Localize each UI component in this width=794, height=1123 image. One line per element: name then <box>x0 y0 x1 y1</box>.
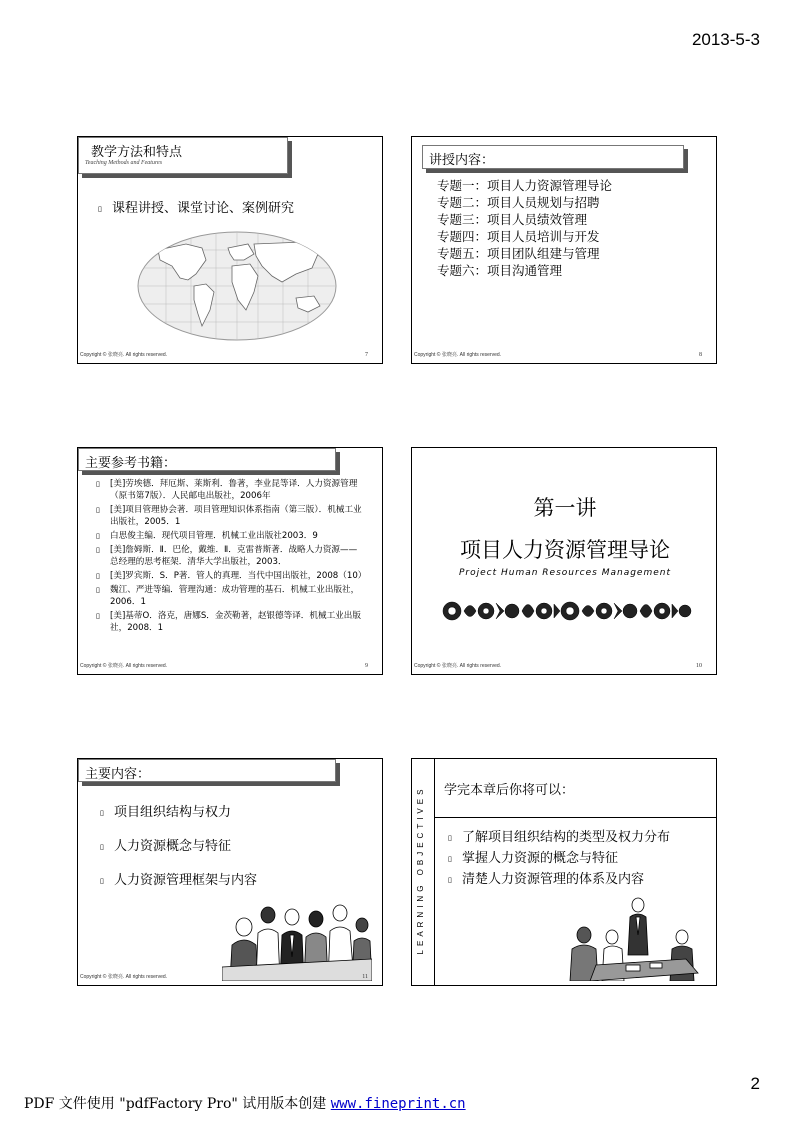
copyright: Copyright © 张晓亮. All rights reserved. <box>80 974 168 980</box>
slide-number: 8 <box>699 352 702 358</box>
header-divider <box>434 817 717 818</box>
list-item: 专题一：项目人力资源管理导论 <box>437 178 613 193</box>
bullet-item: ▯ 项目组织结构与权力 <box>100 805 232 820</box>
slide-12 <box>411 758 717 986</box>
list-item: ▯ [美]项目管理协会著．项目管理知识体系指南（第三版）．机械工业出版社，2005．1 <box>96 505 362 527</box>
bullet-item: ▯ 掌握人力资源的概念与特征 <box>448 851 619 866</box>
footer-link[interactable]: www.fineprint.cn <box>330 1096 466 1112</box>
bullet-icon: ▯ <box>96 612 100 620</box>
bullet-icon: ▯ <box>96 532 100 540</box>
lecture-english-title: Project Human Resources Management <box>458 568 672 578</box>
bullet-icon: ▯ <box>448 833 452 842</box>
list-item: ▯ [美]詹姆斯．Ⅱ．巴伦，戴维．Ⅱ．克雷普斯著．战略人力资源——总经理的思考框架．清华大学出版社，2003． <box>96 545 358 567</box>
slide-title: 教学方法和特点 <box>91 145 183 160</box>
bullet-icon: ▯ <box>100 808 104 817</box>
list-item: 专题四：项目人员培训与开发 <box>437 229 600 244</box>
slide-9 <box>77 447 383 675</box>
bullet-item: ▯ 了解项目组织结构的类型及权力分布 <box>448 830 671 845</box>
lecture-title: 第一讲 <box>533 496 597 520</box>
slide-title-box <box>78 137 288 174</box>
bullet-icon: ▯ <box>98 204 102 213</box>
bullet-icon: ▯ <box>100 842 104 851</box>
list-item: ▯ 魏江、严进等编．管理沟通：成功管理的基石．机械工业出版社，2006．1 <box>96 585 360 607</box>
slide-title: 主要内容： <box>85 767 151 782</box>
bullet-icon: ▯ <box>448 854 452 863</box>
bullet-icon: ▯ <box>100 876 104 885</box>
list-item: 专题三：项目人员绩效管理 <box>437 212 588 227</box>
slide-title: 学完本章后你将可以： <box>444 783 575 798</box>
slide-number: 11 <box>362 974 368 980</box>
bullet-icon: ▯ <box>96 480 100 488</box>
bullet-item: ▯ 人力资源管理框架与内容 <box>100 873 258 888</box>
list-item: 专题二：项目人员规划与招聘 <box>437 195 600 210</box>
slide-number: 7 <box>365 352 368 358</box>
slide-subtitle: Teaching Methods and Features <box>85 160 163 166</box>
slide-number: 9 <box>365 663 368 669</box>
bullet-icon: ▯ <box>96 506 100 514</box>
slide-number: 10 <box>696 663 702 669</box>
date-header: 2013-5-3 <box>691 30 760 49</box>
slide-title-box <box>78 759 336 782</box>
copyright: Copyright © 张晓亮. All rights reserved. <box>80 352 168 358</box>
bullet-icon: ▯ <box>448 875 452 884</box>
bullet-item: ▯ 人力资源概念与特征 <box>100 839 232 854</box>
business-team-illustration <box>222 897 372 981</box>
copyright: Copyright © 张晓亮. All rights reserved. <box>80 663 168 669</box>
reference-list <box>96 478 367 636</box>
list-item: ▯ [美]基蒂O．洛克，唐娜S．金茨勒著，赵银德等译．机械工业出版社，2008．1 <box>96 611 361 633</box>
bullet-icon: ▯ <box>96 546 100 554</box>
slide-11 <box>77 758 383 986</box>
meeting-illustration <box>566 895 702 981</box>
world-map-icon <box>136 230 338 342</box>
decorative-ornament-band <box>442 598 692 624</box>
learning-objectives-label: LEARNING OBJECTIVES <box>416 785 425 955</box>
slide-title-box <box>78 448 336 471</box>
list-item: 专题六：项目沟通管理 <box>437 263 563 278</box>
list-item: 专题五：项目团队组建与管理 <box>437 246 600 261</box>
slide-title: 主要参考书籍： <box>85 456 177 471</box>
list-item: ▯ 白思俊主编．现代项目管理．机械工业出版社2003．9 <box>96 531 318 541</box>
footer-text: PDF 文件使用 "pdfFactory Pro" 试用版本创建 <box>24 1096 331 1112</box>
slide-title: 讲授内容： <box>429 153 495 168</box>
bullet-icon: ▯ <box>96 572 100 580</box>
copyright: Copyright © 张晓亮. All rights reserved. <box>414 663 502 669</box>
list-item: ▯ [美]罗宾斯．S．P著．管人的真理．当代中国出版社，2008（10） <box>96 571 367 581</box>
lecture-subtitle: 项目人力资源管理导论 <box>460 538 670 562</box>
slide-7 <box>77 136 383 364</box>
bullet-item: ▯ 清楚人力资源管理的体系及内容 <box>448 872 645 887</box>
slide-10 <box>411 447 717 675</box>
bullet-icon: ▯ <box>96 586 100 594</box>
page-number: 2 <box>750 1074 760 1093</box>
pdf-footer <box>24 1093 466 1113</box>
copyright: Copyright © 张晓亮. All rights reserved. <box>414 352 502 358</box>
slide-8 <box>411 136 717 364</box>
bullet-item: ▯ 课程讲授、课堂讨论、案例研究 <box>98 201 295 216</box>
slide-title-box <box>422 145 684 169</box>
topic-list <box>437 177 612 279</box>
list-item: ▯ [美]劳埃德．拜厄斯、莱斯利．鲁著，李业昆等译．人力资源管理（原书第7版）．人民邮电出版社，2006年 <box>96 479 358 501</box>
